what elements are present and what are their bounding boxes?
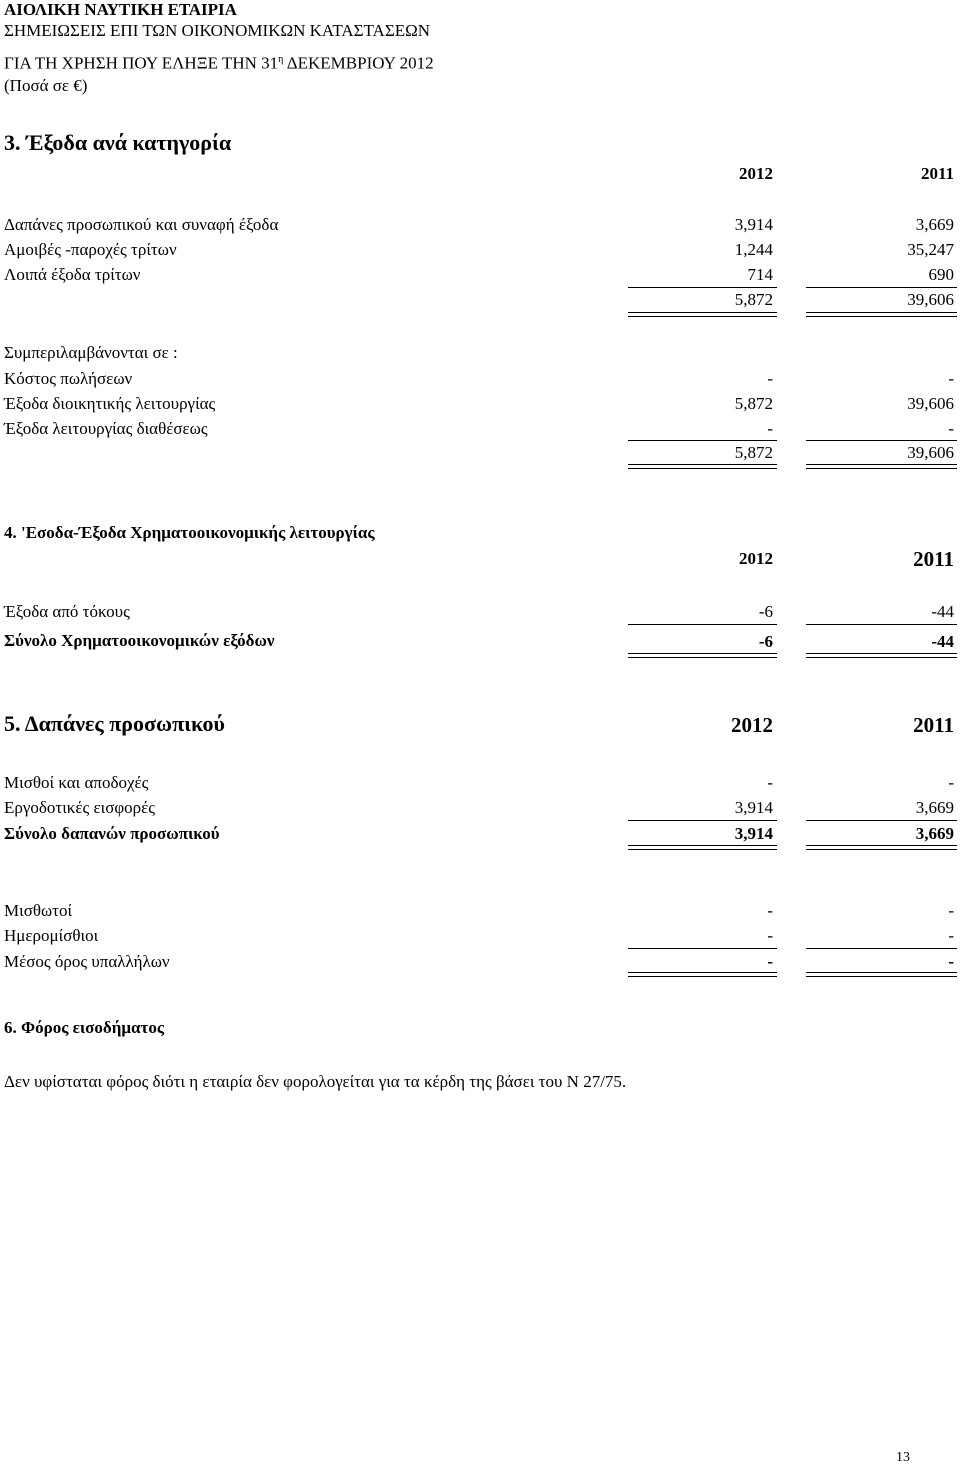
s5-row-label: Εργοδοτικές εισφορές [4,798,156,817]
s3-function-value-2012: - [767,419,773,438]
s3-function-label: Έξοδα διοικητικής λειτουργίας [4,394,216,413]
s4-total-2011: -44 [931,632,954,651]
currency-note: (Ποσά σε €) [4,76,88,95]
s3-year-2011: 2011 [920,164,954,183]
s3-row-label: Αμοιβές -παροχές τρίτων [4,240,177,259]
section-3-title: 3. Έξοδα ανά κατηγορία [4,130,232,155]
s3-total-2012: 5,872 [734,290,773,309]
s5-total-double-rule [806,845,957,850]
s3-function-value-2011: 39,606 [907,394,954,413]
s3-row-value-2011: 35,247 [907,240,954,259]
s5-staff-rule [806,948,957,949]
s5-year-2012: 2012 [731,713,773,737]
section-6-title: 6. Φόρος εισοδήματος [4,1018,165,1037]
s5-staff-value-2011: - [948,926,954,945]
s4-subtotal-rule [628,624,777,625]
s4-row-label: Έξοδα από τόκους [4,602,130,621]
s3-row-value-2011: 690 [928,265,954,284]
section-4-title: 4. 'Εσοδα-Έξοδα Χρηματοοικονομικής λειτουργίας [4,523,375,542]
s3-function-value-2012: 5,872 [734,394,773,413]
s4-row-value-2012: -6 [758,602,773,621]
s5-staff-label: Ημερομίσθιοι [4,926,99,945]
s5-row-value-2011: 3,669 [915,798,954,817]
s5-avg-double-rule [628,972,777,977]
s5-row-value-2011: - [948,773,954,792]
period-suffix: ΔΕΚΕΜΒΡΙΟΥ 2012 [283,53,434,73]
s6-text: Δεν υφίσταται φόρος διότι η εταιρία δεν φορολογείται για τα κέρδη της βάσει του Ν 27/75. [4,1072,627,1091]
s3-total2-2012: 5,872 [734,443,773,462]
s5-avg-label: Μέσος όρος υπαλλήλων [4,952,170,971]
s5-row-value-2012: 3,914 [734,798,773,817]
s3-total-double-rule [806,312,957,317]
s3-subtotal-rule [806,287,957,288]
s5-staff-value-2012: - [767,926,773,945]
s3-function-label: Έξοδα λειτουργίας διαθέσεως [4,419,208,438]
s3-row-label: Λοιπά έξοδα τρίτων [4,265,141,284]
s4-year-2011: 2011 [913,547,954,571]
s3-row-label: Δαπάνες προσωπικού και συναφή έξοδα [4,215,279,234]
s5-staff-label: Μισθωτοί [4,901,73,920]
s5-avg-2012: - [767,952,773,971]
s3-total-2011: 39,606 [907,290,954,309]
s4-total-2012: -6 [758,632,773,651]
s5-staff-value-2011: - [948,901,954,920]
page-number: 13 [896,1450,910,1465]
s5-row-value-2012: - [767,773,773,792]
s4-total-double-rule [806,653,957,658]
s3-row-value-2012: 3,914 [734,215,773,234]
s5-row-label: Μισθοί και αποδοχές [4,773,149,792]
s4-total-label: Σύνολο Χρηματοοικονομικών εξόδων [4,631,275,650]
s3-includes-label: Συμπεριλαμβάνονται σε : [4,343,178,362]
s5-total-2012: 3,914 [734,824,773,843]
s3-subtotal-rule [628,287,777,288]
s5-total-2011: 3,669 [915,824,954,843]
s4-row-value-2011: -44 [931,602,954,621]
s3-total-double-rule [628,312,777,317]
s3-function-value-2011: - [948,419,954,438]
s5-subtotal-rule [806,820,957,821]
s3-row-value-2012: 1,244 [734,240,773,259]
s3-total2-2011: 39,606 [907,443,954,462]
s5-staff-rule [628,948,777,949]
s5-staff-value-2012: - [767,901,773,920]
s5-avg-2011: - [948,952,954,971]
report-period [4,50,434,74]
s5-avg-double-rule [806,972,957,977]
s3-total-double-rule [806,464,957,469]
s5-subtotal-rule [628,820,777,821]
s3-function-label: Κόστος πωλήσεων [4,369,133,388]
s3-function-value-2012: - [767,369,773,388]
s3-subtotal-rule [628,440,777,441]
s3-row-value-2011: 3,669 [915,215,954,234]
period-superscript: η [278,54,284,65]
s4-total-double-rule [628,653,777,658]
s3-function-value-2011: - [948,369,954,388]
s3-row-value-2012: 714 [747,265,773,284]
s4-year-2012: 2012 [739,549,773,568]
section-5-title: 5. Δαπάνες προσωπικού [4,711,225,736]
s5-total-double-rule [628,845,777,850]
report-subtitle: ΣΗΜΕΙΩΣΕΙΣ ΕΠΙ ΤΩΝ ΟΙΚΟΝΟΜΙΚΩΝ ΚΑΤΑΣΤΑΣΕΩΝ [4,21,431,40]
period-prefix: ΓΙΑ ΤΗ ΧΡΗΣΗ ΠΟΥ ΕΛΗΞΕ ΤΗΝ 31 [4,53,279,73]
s3-total-double-rule [628,464,777,469]
company-name: ΑΙΟΛΙΚΗ ΝΑΥΤΙΚΗ ΕΤΑΙΡΙΑ [4,0,237,19]
s3-year-2012: 2012 [739,164,773,183]
s5-year-2011: 2011 [913,713,954,737]
s3-subtotal-rule [806,440,957,441]
s5-total-label: Σύνολο δαπανών προσωπικού [4,824,220,843]
s4-subtotal-rule [806,624,957,625]
